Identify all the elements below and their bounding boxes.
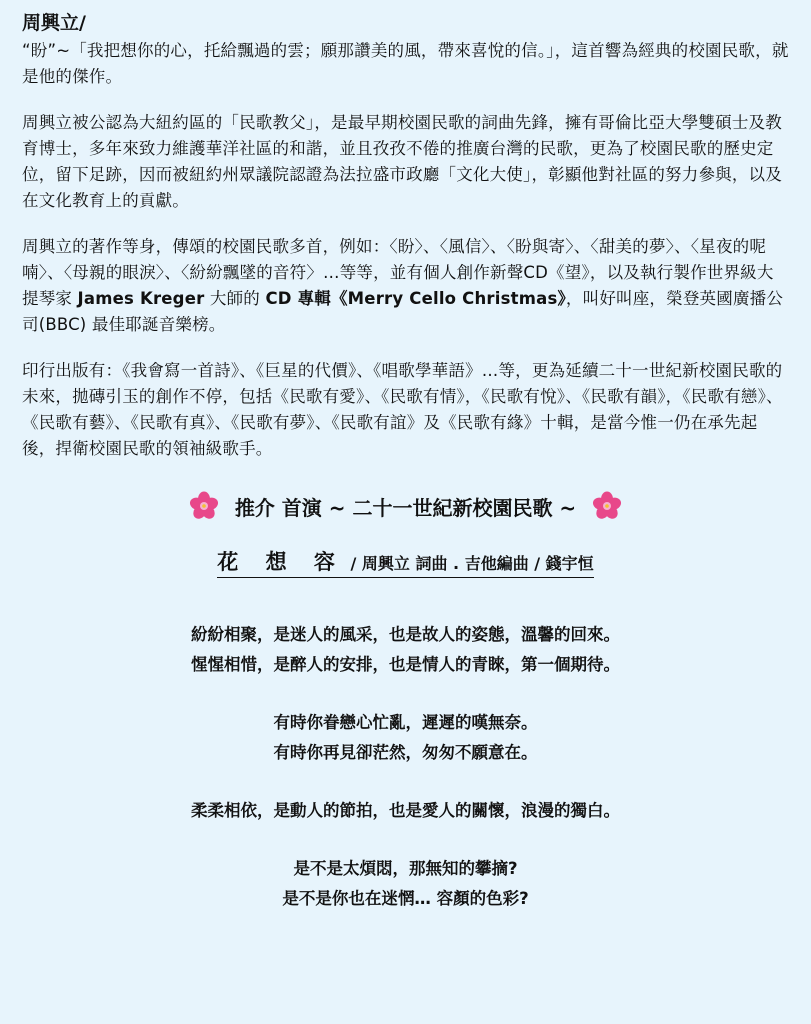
lyric-line: 有時你再見卻茫然，匆匆不願意在。 — [273, 743, 538, 762]
lyrics-stanza — [22, 620, 789, 680]
lyrics-stanza — [22, 854, 789, 914]
hibiscus-icon — [592, 491, 622, 521]
works-text-b: 大師的 — [204, 289, 266, 308]
hibiscus-icon — [189, 491, 219, 521]
works-text-c: ，叫好叫座，榮登英國廣播公司(BBC) 最佳耶誕音樂榜。 — [22, 289, 784, 334]
works-paragraph — [22, 234, 789, 338]
works-text-a: 周興立的著作等身，傳頌的校園民歌多首，例如：〈盼〉、〈風信〉、〈盼與寄〉、〈甜美的夢〉、〈星夜的呢喃〉、〈母親的眼淚〉、〈紛紛飄墜的音符〉…等等，並有個人創作新聲CD《望》，以及執行製作世界級大提琴家 — [22, 237, 774, 308]
banner-title: 推介 首演 ~ 二十一世紀新校園民歌 ~ — [234, 495, 577, 520]
lyric-line: 是不是太煩悶，那無知的攀摘? — [293, 859, 518, 878]
lyric-line: 有時你眷戀心忙亂，遲遲的嘆無奈。 — [273, 713, 538, 732]
premiere-banner — [22, 486, 789, 526]
lyric-line: 柔柔相依，是動人的節拍，也是愛人的關懷，浪漫的獨白。 — [191, 801, 620, 820]
lyric-line: 是不是你也在迷惘… 容顏的色彩? — [282, 889, 529, 908]
intro-paragraph: “盼”~「我把想你的心，托給飄過的雲；願那讚美的風，帶來喜悅的信。」，這首響為經典的校園民歌，就是他的傑作。 — [22, 41, 789, 86]
lyric-line: 紛紛相聚，是迷人的風采，也是故人的姿態，溫馨的回來。 — [191, 625, 620, 644]
song-credit: / 周興立 詞曲 . 吉他編曲 / 錢宇恒 — [344, 554, 594, 573]
song-title: 花 想 容 — [217, 550, 345, 574]
lyrics-stanza — [22, 708, 789, 768]
lyric-line: 惺惺相惜，是醉人的安排，也是情人的青睞，第一個期待。 — [191, 655, 620, 674]
song-header-underline — [217, 550, 594, 578]
author-heading: 周興立/ — [22, 12, 86, 34]
cellist-name: James Kreger — [77, 289, 205, 308]
publications-paragraph: 印行出版有：《我會寫一首詩》、《巨星的代價》、《唱歌學華語》…等，更為延續二十一世紀新校園民歌的未來，拋磚引玉的創作不停，包括《民歌有愛》、《民歌有情》，《民歌有悅》、《民歌有韻》，《民歌有戀》、《民歌有藝》、《民歌有真》、《民歌有夢》、《民歌有誼》及《民歌有緣》十輯，是當今惟一仍在承先起後，捍衛校園民歌的領袖級歌手。 — [22, 361, 783, 458]
lyrics-stanza — [22, 796, 789, 826]
cd-album-title: CD 專輯《Merry Cello Christmas》 — [265, 289, 566, 308]
biography-paragraph: 周興立被公認為大紐約區的「民歌教父」，是最早期校園民歌的詞曲先鋒，擁有哥倫比亞大學雙碩士及教育博士，多年來致力維護華洋社區的和諧，並且孜孜不倦的推廣台灣的民歌，更為了校園民歌的歷史定位，留下足跡，因而被紐約州眾議院認證為法拉盛市政廳「文化大使」，彰顯他對社區的努力參與，以及在文化教育上的貢獻。 — [22, 113, 782, 210]
song-header — [22, 546, 789, 580]
song-lyrics — [22, 620, 789, 914]
